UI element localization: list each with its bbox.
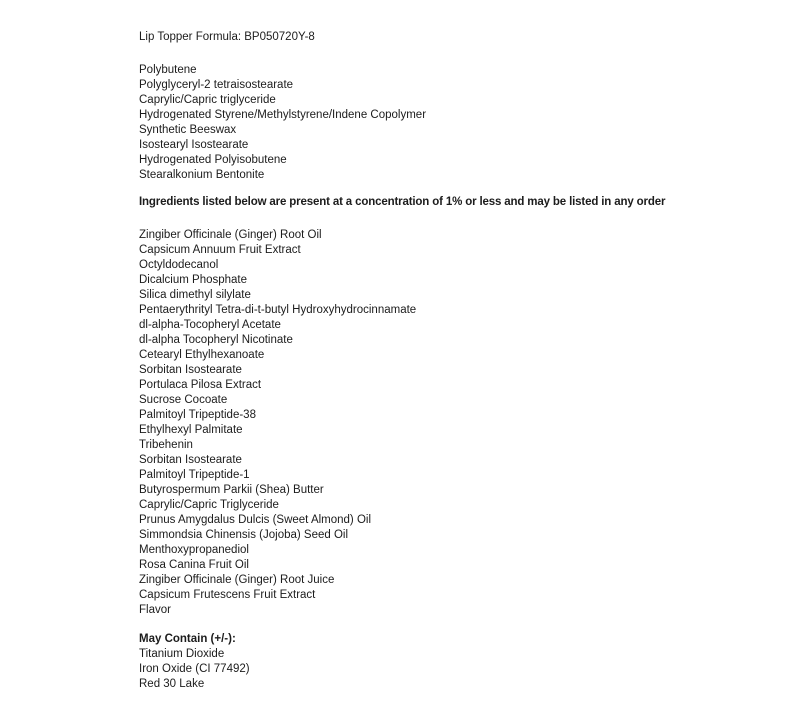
- minor-ingredient-item: Sucrose Cocoate: [139, 394, 228, 406]
- minor-ingredient-item: Rosa Canina Fruit Oil: [139, 559, 249, 571]
- minor-ingredient-item: Simmondsia Chinensis (Jojoba) Seed Oil: [139, 529, 349, 541]
- formula-title: Lip Topper Formula: BP050720Y-8: [139, 31, 315, 43]
- main-ingredient-item: Polyglyceryl-2 tetraisostearate: [139, 79, 294, 91]
- minor-ingredient-item: Caprylic/Capric Triglyceride: [139, 499, 279, 511]
- minor-ingredient-item: Butyrospermum Parkii (Shea) Butter: [139, 484, 324, 496]
- document-page: [139, 30, 665, 692]
- main-ingredient-item: Stearalkonium Bentonite: [139, 169, 265, 181]
- may-contain-list: [139, 647, 665, 692]
- minor-ingredient-item: dl-alpha-Tocopheryl Acetate: [139, 319, 281, 331]
- minor-ingredient-item: dl-alpha Tocopheryl Nicotinate: [139, 334, 293, 346]
- main-ingredient-item: Hydrogenated Polyisobutene: [139, 154, 287, 166]
- minor-ingredient-item: Flavor: [139, 604, 171, 616]
- main-ingredients-list: [139, 63, 665, 183]
- minor-ingredient-item: Palmitoyl Tripeptide-38: [139, 409, 256, 421]
- minor-ingredient-item: Octyldodecanol: [139, 259, 219, 271]
- main-ingredient-item: Polybutene: [139, 64, 197, 76]
- minor-ingredient-item: Menthoxypropanediol: [139, 544, 249, 556]
- minor-ingredient-item: Ethylhexyl Palmitate: [139, 424, 243, 436]
- may-contain-heading: May Contain (+/-):: [139, 633, 236, 645]
- minor-ingredient-item: Portulaca Pilosa Extract: [139, 379, 262, 391]
- main-ingredient-item: Synthetic Beeswax: [139, 124, 237, 136]
- minor-ingredient-item: Sorbitan Isostearate: [139, 364, 242, 376]
- minor-ingredient-item: Silica dimethyl silylate: [139, 289, 251, 301]
- may-contain-item: Titanium Dioxide: [139, 648, 225, 660]
- minor-ingredient-item: Pentaerythrityl Tetra-di-t-butyl Hydroxyhydrocinnamate: [139, 304, 417, 316]
- concentration-note: Ingredients listed below are present at a concentration of 1% or less and may be listed in any order: [139, 196, 666, 208]
- main-ingredient-item: Caprylic/Capric triglyceride: [139, 94, 276, 106]
- may-contain-item: Iron Oxide (CI 77492): [139, 663, 250, 675]
- minor-ingredient-item: Capsicum Annuum Fruit Extract: [139, 244, 301, 256]
- may-contain-item: Red 30 Lake: [139, 678, 205, 690]
- main-ingredient-item: Isostearyl Isostearate: [139, 139, 249, 151]
- minor-ingredient-item: Prunus Amygdalus Dulcis (Sweet Almond) Oil: [139, 514, 372, 526]
- minor-ingredient-item: Cetearyl Ethylhexanoate: [139, 349, 265, 361]
- minor-ingredient-item: Zingiber Officinale (Ginger) Root Juice: [139, 574, 335, 586]
- minor-ingredients-list: [139, 228, 665, 618]
- minor-ingredient-item: Tribehenin: [139, 439, 193, 451]
- minor-ingredient-item: Capsicum Frutescens Fruit Extract: [139, 589, 316, 601]
- minor-ingredient-item: Zingiber Officinale (Ginger) Root Oil: [139, 229, 322, 241]
- minor-ingredient-item: Sorbitan Isostearate: [139, 454, 242, 466]
- minor-ingredient-item: Dicalcium Phosphate: [139, 274, 248, 286]
- minor-ingredient-item: Palmitoyl Tripeptide-1: [139, 469, 250, 481]
- main-ingredient-item: Hydrogenated Styrene/Methylstyrene/Indene Copolymer: [139, 109, 427, 121]
